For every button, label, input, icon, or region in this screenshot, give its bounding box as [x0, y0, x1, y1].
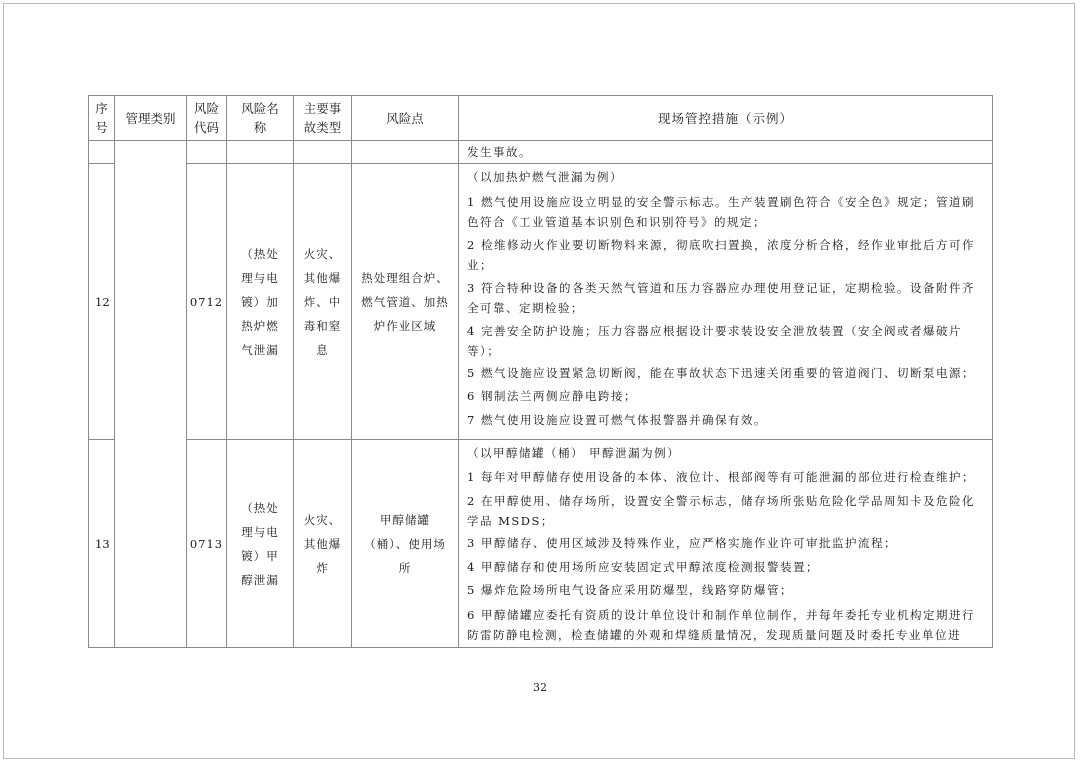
- cell-seq-cont: [89, 141, 115, 164]
- cell-category: [115, 141, 187, 648]
- page-number: 32: [533, 681, 547, 694]
- cell-risk-point: 甲醇储罐（桶）、使用场所: [352, 440, 459, 648]
- cell-accident-cont: [294, 141, 352, 164]
- measure-line: 1 燃气使用设施应设立明显的安全警示标志。生产装置刷色符合《安全色》规定；管道刷色符合《工业管道基本识别色和识别符号》的规定；: [467, 194, 975, 229]
- measure-line: 2 检维修动火作业要切断物料来源，彻底吹扫置换，浓度分析合格，经作业审批后方可作业；: [467, 237, 975, 272]
- header-seq: 序号: [89, 96, 115, 141]
- measure-line: 7 燃气使用设施应设置可燃气体报警器并确保有效。: [467, 412, 767, 427]
- cell-code-cont: [187, 141, 227, 164]
- header-point: 风险点: [352, 96, 459, 141]
- cell-measures: [459, 164, 993, 440]
- table-header-row: [89, 96, 993, 141]
- cell-risk-point: 热处理组合炉、燃气管道、加热炉作业区域: [352, 164, 459, 440]
- measure-line: 6 甲醇储罐应委托有资质的设计单位设计和制作单位制作，并每年委托专业机构定期进行防雷防静电检测，检查储罐的外观和焊缝质量情况，发现质量问题及时委托专业单位进: [467, 607, 975, 642]
- cell-seq: 12: [89, 164, 115, 440]
- table-row-12: [89, 164, 993, 440]
- table-row-13: [89, 440, 993, 648]
- cell-accident-type: 火灾、其他爆炸: [294, 440, 352, 648]
- measure-line: 5 燃气设施应设置紧急切断阀，能在事故状态下迅速关闭重要的管道阀门、切断泵电源；: [467, 365, 975, 380]
- cell-measures-cont: [459, 141, 993, 164]
- measure-line: 3 符合特种设备的各类天然气管道和压力容器应办理使用登记证，定期检验。设备附件齐全可靠、定期检验；: [467, 280, 975, 315]
- cell-code: 0713: [187, 440, 227, 648]
- measure-line: 5 爆炸危险场所电气设备应采用防爆型，线路穿防爆管；: [467, 583, 793, 597]
- cell-risk-name: （热处理与电镀）甲醇泄漏: [227, 440, 294, 648]
- measure-line: 4 完善安全防护设施；压力容器应根据设计要求装设安全泄放装置（安全阀或者爆破片等）；: [467, 323, 962, 358]
- cell-accident-type: 火灾、其他爆炸、中毒和窒息: [294, 164, 352, 440]
- measure-line: 6 钢制法兰两侧应静电跨接；: [467, 389, 637, 403]
- header-code: 风险代码: [187, 96, 227, 141]
- header-category: 管理类别: [115, 96, 187, 141]
- measure-line: （以甲醇储罐（桶） 甲醇泄漏为例）: [467, 446, 681, 460]
- cell-seq: 13: [89, 440, 115, 648]
- cell-code: 0712: [187, 164, 227, 440]
- header-measures: 现场管控措施（示例）: [459, 96, 993, 141]
- cell-measures: [459, 440, 993, 648]
- header-name: 风险名称: [227, 96, 294, 141]
- cell-risk-name: （热处理与电镀）加热炉燃气泄漏: [227, 164, 294, 440]
- header-accident: 主要事故类型: [294, 96, 352, 141]
- table-row-continuation: [89, 141, 993, 164]
- cell-point-cont: [352, 141, 459, 164]
- measure-line: 4 甲醇储存和使用场所应安装固定式甲醇浓度检测报警装置；: [467, 559, 819, 574]
- cell-name-cont: [227, 141, 294, 164]
- measure-line: （以加热炉燃气泄漏为例）: [467, 170, 623, 184]
- risk-control-table: [88, 95, 993, 648]
- measure-line: 1 每年对甲醇储存使用设备的本体、液位计、根部阀等有可能泄漏的部位进行检查维护；: [467, 469, 975, 484]
- measure-line: 3 甲醇储存、使用区域涉及特殊作业，应严格实施作业许可审批监护流程；: [467, 536, 897, 550]
- measure-line: 发生事故。: [467, 145, 532, 159]
- measure-line: 2 在甲醇使用、储存场所，设置安全警示标志，储存场所张贴危险化学品周知卡及危险化学品 MSDS；: [467, 494, 975, 528]
